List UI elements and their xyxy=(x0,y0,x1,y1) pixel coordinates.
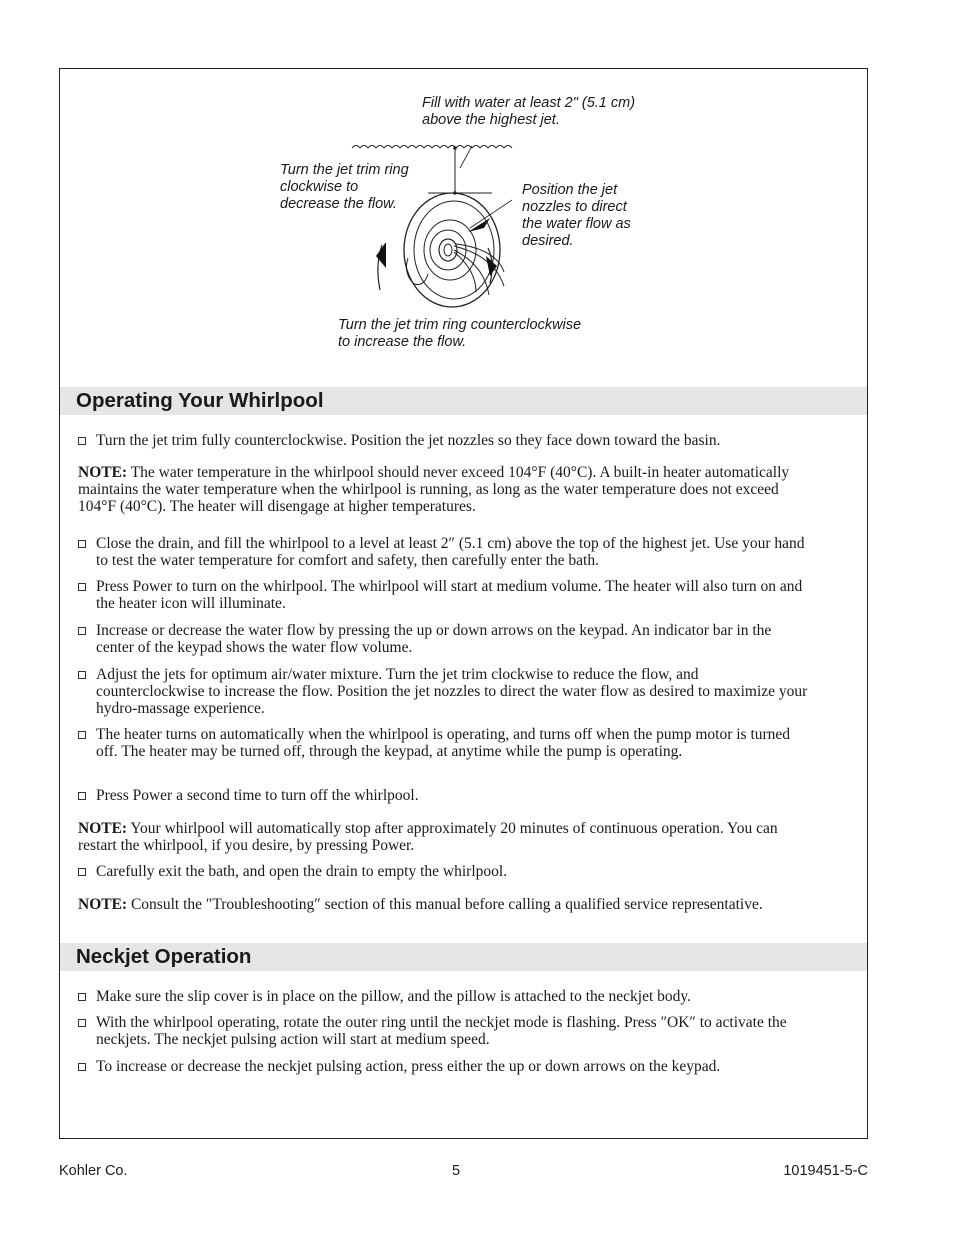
caption-clockwise-line1: Turn the jet trim ring xyxy=(280,162,409,178)
list-item xyxy=(78,622,808,656)
list-item-text: The heater turns on automatically when the whirlpool is operating, and turns off when the pump motor is turned off. The heater may be turned off, through the keypad, at anytime while the pump is operating. xyxy=(96,726,791,760)
bullet-box-icon xyxy=(78,868,86,876)
bullet-box-icon xyxy=(78,993,86,1001)
bullet-box-icon xyxy=(78,583,86,591)
note-text: Consult the ″Troubleshooting″ section of this manual before calling a qualified service representative. xyxy=(130,896,763,913)
note-block xyxy=(78,820,813,854)
note-label: NOTE: xyxy=(78,820,128,837)
list-item-text: Turn the jet trim fully counterclockwise. Position the jet nozzles so they face down toward the basin. xyxy=(96,432,721,449)
list-item xyxy=(78,787,808,804)
note-block xyxy=(78,464,813,515)
list-item-text: Increase or decrease the water flow by pressing the up or down arrows on the keypad. An indicator bar in the center of the keypad shows the water flow volume. xyxy=(96,622,772,656)
caption-fill-line1: Fill with water at least 2" (5.1 cm) xyxy=(422,95,636,111)
caption-position-line2: nozzles to direct xyxy=(522,199,627,215)
list-item xyxy=(78,988,808,1005)
list-item-text: Press Power a second time to turn off the whirlpool. xyxy=(96,787,419,804)
list-item xyxy=(78,578,808,612)
note-label: NOTE: xyxy=(78,464,128,481)
list-item-text: With the whirlpool operating, rotate the outer ring until the neckjet mode is flashing. Press ″OK″ to activate the neckjets. The neckjet pulsing action will start at medium speed. xyxy=(96,1014,787,1048)
caption-position-line3: the water flow as xyxy=(522,216,631,232)
neckjet-heading: Neckjet Operation xyxy=(76,945,252,968)
caption-position-line1: Position the jet xyxy=(522,182,618,198)
caption-fill-line2: above the highest jet. xyxy=(422,112,560,128)
list-item xyxy=(78,535,808,569)
footer-doc-number: 1019451-5-C xyxy=(783,1163,868,1179)
list-item xyxy=(78,432,808,449)
caption-counterclockwise-line2: to increase the flow. xyxy=(338,334,467,350)
bullet-box-icon xyxy=(78,1019,86,1027)
bullet-box-icon xyxy=(78,1063,86,1071)
bullet-box-icon xyxy=(78,540,86,548)
bullet-box-icon xyxy=(78,627,86,635)
caption-position-line4: desired. xyxy=(522,233,574,249)
water-surface-line xyxy=(352,146,512,149)
note-label: NOTE: xyxy=(78,896,128,913)
caption-clockwise-line2: clockwise to xyxy=(280,179,359,195)
list-item xyxy=(78,863,808,880)
bullet-box-icon xyxy=(78,792,86,800)
list-item-text: Make sure the slip cover is in place on the pillow, and the pillow is attached to the neckjet body. xyxy=(96,988,692,1005)
list-item xyxy=(78,1058,808,1075)
footer-company: Kohler Co. xyxy=(59,1163,128,1179)
note-text: Your whirlpool will automatically stop after approximately 20 minutes of continuous operation. You can restart the whirlpool, if you desire, by pressing Power. xyxy=(78,820,778,854)
caption-clockwise-line3: decrease the flow. xyxy=(280,196,397,212)
list-item-text: Carefully exit the bath, and open the drain to empty the whirlpool. xyxy=(96,863,508,880)
note-block xyxy=(78,896,813,913)
bullet-box-icon xyxy=(78,437,86,445)
list-item xyxy=(78,1014,808,1048)
list-item xyxy=(78,666,808,717)
footer-page-number: 5 xyxy=(452,1163,461,1179)
list-item xyxy=(78,726,808,760)
list-item-text: Close the drain, and fill the whirlpool to a level at least 2″ (5.1 cm) above the top of the highest jet. Use your hand to test the water temperature for comfort and safety, then carefully enter the bath. xyxy=(96,535,805,569)
bullet-box-icon xyxy=(78,671,86,679)
operating-heading-bar xyxy=(60,387,867,415)
list-item-text: Press Power to turn on the whirlpool. The whirlpool will start at medium volume. The heater will also turn on and the heater icon will illuminate. xyxy=(96,578,803,612)
bullet-box-icon xyxy=(78,731,86,739)
caption-counterclockwise-line1: Turn the jet trim ring counterclockwise xyxy=(338,317,582,333)
note-text: The water temperature in the whirlpool should never exceed 104°F (40°C). A built-in heater automatically maintains the water temperature when the whirlpool is running, as long as the water temperature does not exceed 104°F (40°C). The heater will disengage at higher temperatures. xyxy=(78,464,790,515)
list-item-text: To increase or decrease the neckjet pulsing action, press either the up or down arrows on the keypad. xyxy=(96,1058,721,1075)
list-item-text: Adjust the jets for optimum air/water mixture. Turn the jet trim clockwise to reduce the flow, and counterclockwise to increase the flow. Position the jet nozzles to direct the water flow as desired to maximize your hydro-massage experience. xyxy=(96,666,808,717)
operating-heading: Operating Your Whirlpool xyxy=(76,389,324,412)
neckjet-heading-bar xyxy=(60,943,867,971)
